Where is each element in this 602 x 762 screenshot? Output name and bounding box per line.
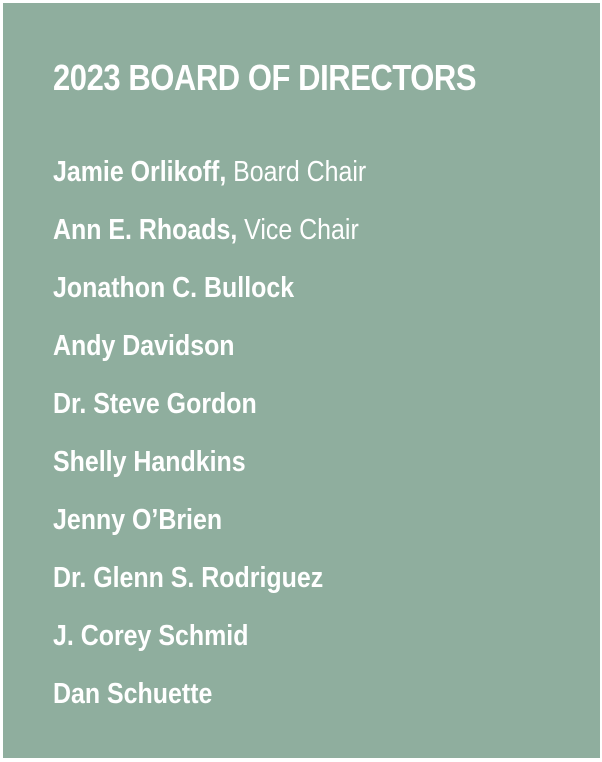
member-name: Jamie Orlikoff, (53, 155, 227, 188)
board-member (53, 143, 366, 201)
board-member (53, 433, 366, 491)
board-member (53, 259, 366, 317)
board-member (53, 375, 366, 433)
board-member (53, 607, 366, 665)
board-member (53, 317, 366, 375)
member-name: Dr. Glenn S. Rodriguez (53, 561, 324, 594)
member-name: Shelly Handkins (53, 445, 246, 478)
member-name: Dan Schuette (53, 677, 213, 710)
board-member (53, 201, 366, 259)
board-member-list (53, 143, 417, 723)
board-member (53, 549, 366, 607)
member-name: Ann E. Rhoads, (53, 213, 238, 246)
member-name: J. Corey Schmid (53, 619, 249, 652)
member-role: Vice Chair (244, 213, 359, 246)
board-member (53, 665, 366, 723)
board-title: 2023 BOARD OF DIRECTORS (53, 57, 477, 98)
member-role: Board Chair (233, 155, 367, 188)
member-name: Andy Davidson (53, 329, 235, 362)
member-name: Jenny O’Brien (53, 503, 223, 536)
member-name: Jonathon C. Bullock (53, 271, 295, 304)
board-member (53, 491, 366, 549)
member-name: Dr. Steve Gordon (53, 387, 257, 420)
board-panel (3, 3, 600, 758)
